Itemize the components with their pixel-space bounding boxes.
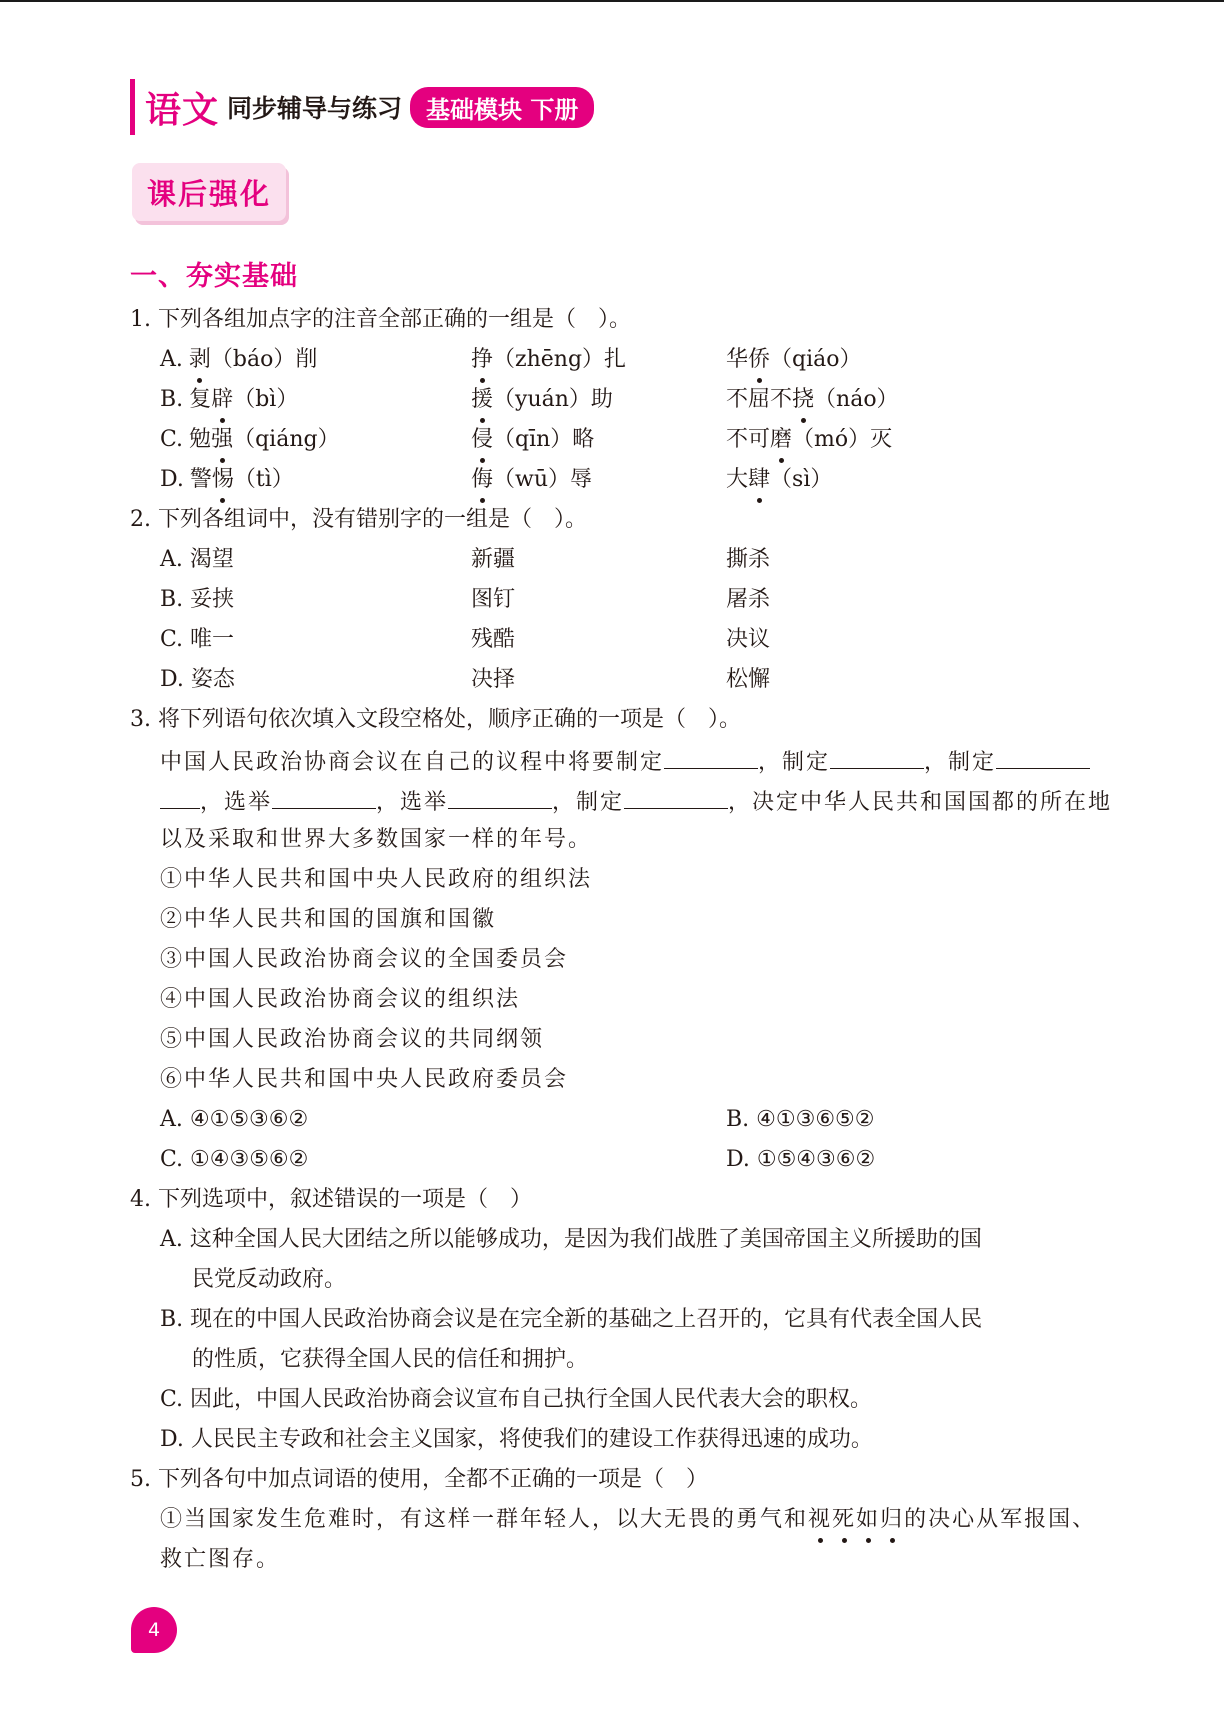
dotted-char: 侮 (471, 460, 493, 500)
paragraph-text: ，选举 (200, 790, 273, 815)
sentence-text: ①当国家发生危难时，有这样一群年轻人，以大无畏的勇气和 (160, 1507, 809, 1532)
question-4-option-d[interactable]: D. 人民民主专政和社会主义国家，将使我们的建设工作获得迅速的成功。 (160, 1427, 873, 1452)
dotted-char: 死 (832, 1500, 856, 1540)
option-word-c (726, 340, 862, 380)
dotted-char: 强 (211, 420, 233, 460)
statement-item: ①中华人民共和国中央人民政府的组织法 (160, 867, 593, 892)
question-3-stem: 3. 将下列语句依次填入文段空格处，顺序正确的一项是（ ）。 (130, 707, 741, 732)
fill-blank[interactable] (272, 780, 376, 809)
question-1-options (130, 340, 1100, 500)
option-word-c (726, 460, 832, 500)
question-1-option-row (130, 380, 1100, 420)
option-text: 不屈不 (726, 387, 793, 412)
option-text: 复 (189, 387, 212, 412)
option-word-c: 决议 (726, 627, 771, 652)
option-word-b (471, 380, 613, 420)
dotted-char: 视 (808, 1500, 832, 1540)
paragraph-text: 中国人民政治协商会议在自己的议程中将要制定 (160, 750, 665, 775)
option-word-a[interactable]: C. 唯一 (160, 627, 235, 652)
option-word-c: 撕杀 (726, 547, 771, 572)
question-3-options-row-1 (130, 1100, 1100, 1140)
option-label[interactable] (160, 420, 340, 460)
option-word-a[interactable]: D. 姿态 (160, 667, 235, 692)
dotted-char: 惕 (212, 460, 234, 500)
statement-item: ④中国人民政治协商会议的组织法 (160, 987, 521, 1012)
option-text: 勉 (189, 427, 212, 452)
question-1-option-row (130, 460, 1100, 500)
fill-blank[interactable] (664, 740, 758, 769)
option-text: （bì） (233, 387, 299, 412)
option-letter: D. (160, 467, 184, 492)
dotted-char: 磨 (770, 420, 792, 460)
option-word-a (189, 387, 298, 412)
option-word-b: 残酷 (471, 627, 516, 652)
header-badge: 基础模块 下册 (410, 87, 594, 128)
option-text: （sì） (770, 467, 833, 492)
option-word-c: 屠杀 (726, 587, 771, 612)
question-2-option-row (130, 660, 1100, 700)
dotted-char: 归 (880, 1500, 904, 1540)
option-word-a (189, 347, 317, 372)
option-letter: A. (160, 347, 183, 372)
statement-item: ③中国人民政治协商会议的全国委员会 (160, 947, 569, 972)
top-border (0, 0, 1224, 2)
question-4-option-b[interactable]: B. 现在的中国人民政治协商会议是在完全新的基础之上召开的，它具有代表全国人民 (160, 1307, 983, 1332)
option-text: （yuán）助 (493, 387, 613, 412)
question-1-option-row (130, 340, 1100, 380)
header-series: 同步辅导与练习 (227, 94, 403, 123)
question-4-option-a[interactable]: A. 这种全国人民大团结之所以能够成功，是因为我们战胜了美国帝国主义所援助的国 (160, 1227, 982, 1252)
question-2-option-row (130, 540, 1100, 580)
dotted-char: 肆 (748, 460, 770, 500)
paragraph-text: ，选举 (376, 790, 449, 815)
paragraph-text: ，制定 (924, 750, 997, 775)
question-list (130, 300, 1113, 1580)
option-word-b: 决择 (471, 667, 516, 692)
option-word-b (471, 420, 594, 460)
question-5-sentence-1-cont: 救亡图存。 (160, 1547, 281, 1572)
option-word-a (189, 427, 340, 452)
fill-blank[interactable] (448, 780, 552, 809)
paragraph-text: ，制定 (552, 790, 625, 815)
option-text: 华 (726, 347, 749, 372)
option-text: 不可 (726, 427, 771, 452)
option-letter: C. (160, 427, 184, 452)
question-4-stem: 4. 下列选项中，叙述错误的一项是（ ） (130, 1187, 532, 1212)
statement-item: ②中华人民共和国的国旗和国徽 (160, 907, 497, 932)
question-1-option-row (130, 420, 1100, 460)
option-text: （náo） (814, 387, 899, 412)
option-word-a[interactable]: A. 渴望 (160, 547, 234, 572)
dotted-char: 辟 (211, 380, 233, 420)
option-text: （tì） (233, 467, 294, 492)
sentence-text: 的决心从军报国、 (904, 1507, 1097, 1532)
option-word-c: 松懈 (726, 667, 771, 692)
option-word-b: 图钉 (471, 587, 516, 612)
dotted-char: 剥 (189, 340, 211, 380)
option-label[interactable] (160, 340, 317, 380)
section-title: 课后强化 (132, 163, 286, 221)
question-3-paragraph-line-3: 以及采取和世界大多数国家一样的年号。 (160, 827, 593, 852)
dotted-char: 援 (471, 380, 493, 420)
question-2-options (130, 540, 1100, 700)
dotted-char: 如 (856, 1500, 880, 1540)
option-text: （qiáo） (770, 347, 862, 372)
option-text: （qīn）略 (493, 427, 595, 452)
question-4-option-b-cont: 的性质，它获得全国人民的信任和拥护。 (192, 1347, 589, 1372)
dotted-char: 挣 (471, 340, 493, 380)
option-word-a[interactable]: B. 妥挟 (160, 587, 235, 612)
question-4-option-a-cont: 民党反动政府。 (192, 1267, 347, 1292)
dotted-char: 挠 (792, 380, 814, 420)
option-word-b: 新疆 (471, 547, 516, 572)
fill-blank[interactable] (830, 740, 924, 769)
option-text: （mó）灭 (792, 427, 893, 452)
option-word-c (726, 420, 892, 460)
option-word-b (471, 460, 592, 500)
question-2-stem: 2. 下列各组词中，没有错别字的一组是（ ）。 (130, 507, 587, 532)
question-3-options-row-2 (130, 1140, 1100, 1180)
fill-blank[interactable] (996, 740, 1090, 769)
question-1-stem: 1. 下列各组加点字的注音全部正确的一组是（ ）。 (130, 307, 631, 332)
question-4-option-c[interactable]: C. 因此，中国人民政治协商会议宣布自己执行全国人民代表大会的职权。 (160, 1387, 873, 1412)
question-2-option-row (130, 580, 1100, 620)
dotted-char: 侨 (748, 340, 770, 380)
option-label[interactable] (160, 460, 294, 500)
option-text: （qiáng） (233, 427, 340, 452)
question-5-sentence-1 (130, 1500, 1100, 1540)
option-word-a (190, 467, 294, 492)
option-d[interactable]: D. ①⑤④③⑥② (726, 1147, 876, 1172)
header-subject: 语文 (145, 89, 220, 131)
statement-item: ⑤中国人民政治协商会议的共同纲领 (160, 1027, 545, 1052)
option-letter: B. (160, 387, 184, 412)
option-text: （wū）辱 (493, 467, 593, 492)
question-3-paragraph-line-1 (130, 740, 1100, 780)
option-text: （báo）削 (210, 347, 318, 372)
option-word-b (471, 340, 626, 380)
option-text: 警 (189, 467, 212, 492)
paragraph-text: ，决定中华人民共和国国都的所在地 (728, 790, 1113, 815)
question-3-items (130, 860, 1100, 1100)
option-text: 大 (726, 467, 749, 492)
dotted-char: 侵 (471, 420, 493, 460)
option-b[interactable]: B. ④①③⑥⑤② (726, 1107, 875, 1132)
page-header (130, 72, 594, 142)
option-c[interactable]: C. ①④③⑤⑥② (160, 1147, 309, 1172)
option-a[interactable]: A. ④①⑤③⑥② (160, 1107, 309, 1132)
fill-blank[interactable] (624, 780, 728, 809)
paragraph-text: ，制定 (758, 750, 831, 775)
option-text: （zhēng）扎 (493, 347, 627, 372)
question-2-option-row (130, 620, 1100, 660)
part-heading: 一、夯实基础 (130, 261, 298, 292)
question-3-paragraph-line-2 (130, 780, 1113, 820)
option-word-c (726, 380, 899, 420)
header-accent-bar (130, 79, 135, 135)
option-label[interactable] (160, 380, 298, 420)
question-5-stem: 5. 下列各句中加点词语的使用，全都不正确的一项是（ ） (130, 1467, 708, 1492)
fill-blank[interactable] (160, 780, 200, 809)
statement-item: ⑥中华人民共和国中央人民政府委员会 (160, 1067, 569, 1092)
page-number: 4 (131, 1607, 177, 1653)
